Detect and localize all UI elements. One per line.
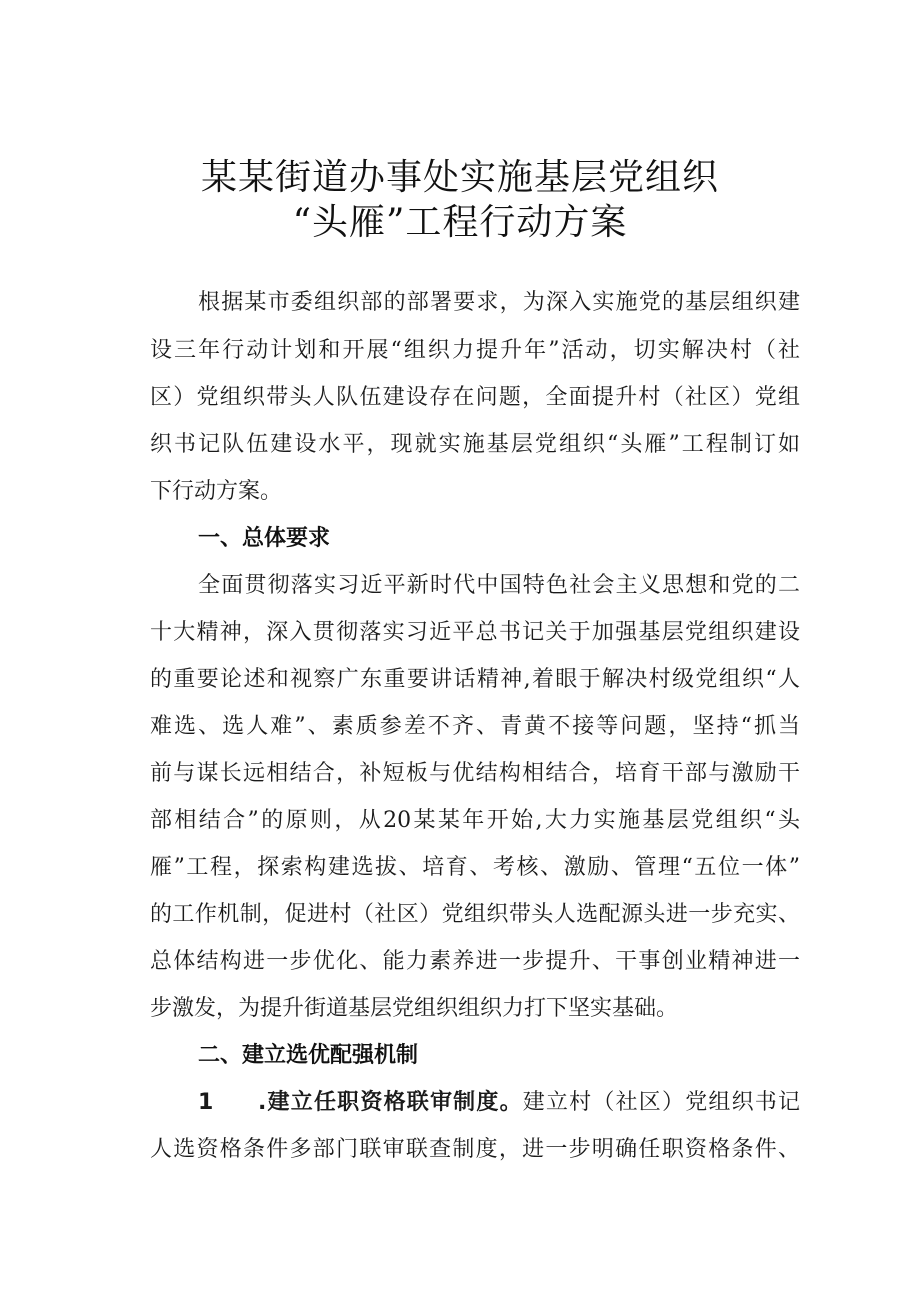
- section1-paragraph-line: 十大精神，深入贯彻落实习近平总书记关于加强基层党组织建设: [150, 620, 800, 645]
- section1-paragraph-line: 难选、选人难”、素质参差不齐、青黄不接等问题，坚持“抓当: [150, 714, 800, 739]
- item-number: 1: [198, 1090, 214, 1115]
- intro-paragraph-line: 织书记队伍建设水平，现就实施基层党组织“头雁”工程制订如: [150, 432, 800, 457]
- section1-paragraph-line: 总体结构进一步优化、能力素养进一步提升、干事创业精神进一: [150, 949, 800, 974]
- section1-paragraph-line: 的工作机制，促进村（社区）党组织带头人选配源头进一步充实、: [150, 902, 800, 927]
- section-heading-selection-mechanism: 二、建立选优配强机制: [198, 1043, 419, 1068]
- item1-first-line: [258, 1088, 800, 1118]
- section1-paragraph-line: 的重要论述和视察广东重要讲话精神,着眼于解决村级党组织“人: [150, 667, 800, 692]
- item1-text: 建立村（社区）党组织书记: [522, 1090, 800, 1115]
- section1-paragraph-line: 步激发，为提升街道基层党组织组织力打下坚实基础。: [150, 996, 679, 1021]
- intro-paragraph-line: 设三年行动计划和开展“组织力提升年”活动，切实解决村（社: [150, 338, 800, 363]
- document-title-line-1: 某某街道办事处实施基层党组织: [200, 157, 719, 198]
- section1-paragraph-line: 全面贯彻落实习近平新时代中国特色社会主义思想和党的二: [198, 573, 800, 598]
- intro-paragraph-line: 下行动方案。: [150, 479, 283, 504]
- intro-paragraph-line: 根据某市委组织部的部署要求，为深入实施党的基层组织建: [198, 290, 800, 315]
- item1-title: .建立任职资格联审制度。: [258, 1090, 523, 1115]
- section1-paragraph-line: 雁”工程，探索构建选拔、培育、考核、激励、管理“五位一体”: [150, 855, 800, 880]
- section1-paragraph-line: 前与谋长远相结合，补短板与优结构相结合，培育干部与激励干: [150, 761, 800, 786]
- section1-paragraph-line: 部相结合”的原则，从20某某年开始,大力实施基层党组织“头: [150, 808, 800, 833]
- document-title-line-2: “头雁”工程行动方案: [292, 202, 628, 243]
- intro-paragraph-line: 区）党组织带头人队伍建设存在问题，全面提升村（社区）党组: [150, 385, 800, 410]
- section-heading-general-requirements: 一、总体要求: [198, 526, 331, 551]
- item1-paragraph-line: 人选资格条件多部门联审联查制度，进一步明确任职资格条件、: [150, 1137, 800, 1162]
